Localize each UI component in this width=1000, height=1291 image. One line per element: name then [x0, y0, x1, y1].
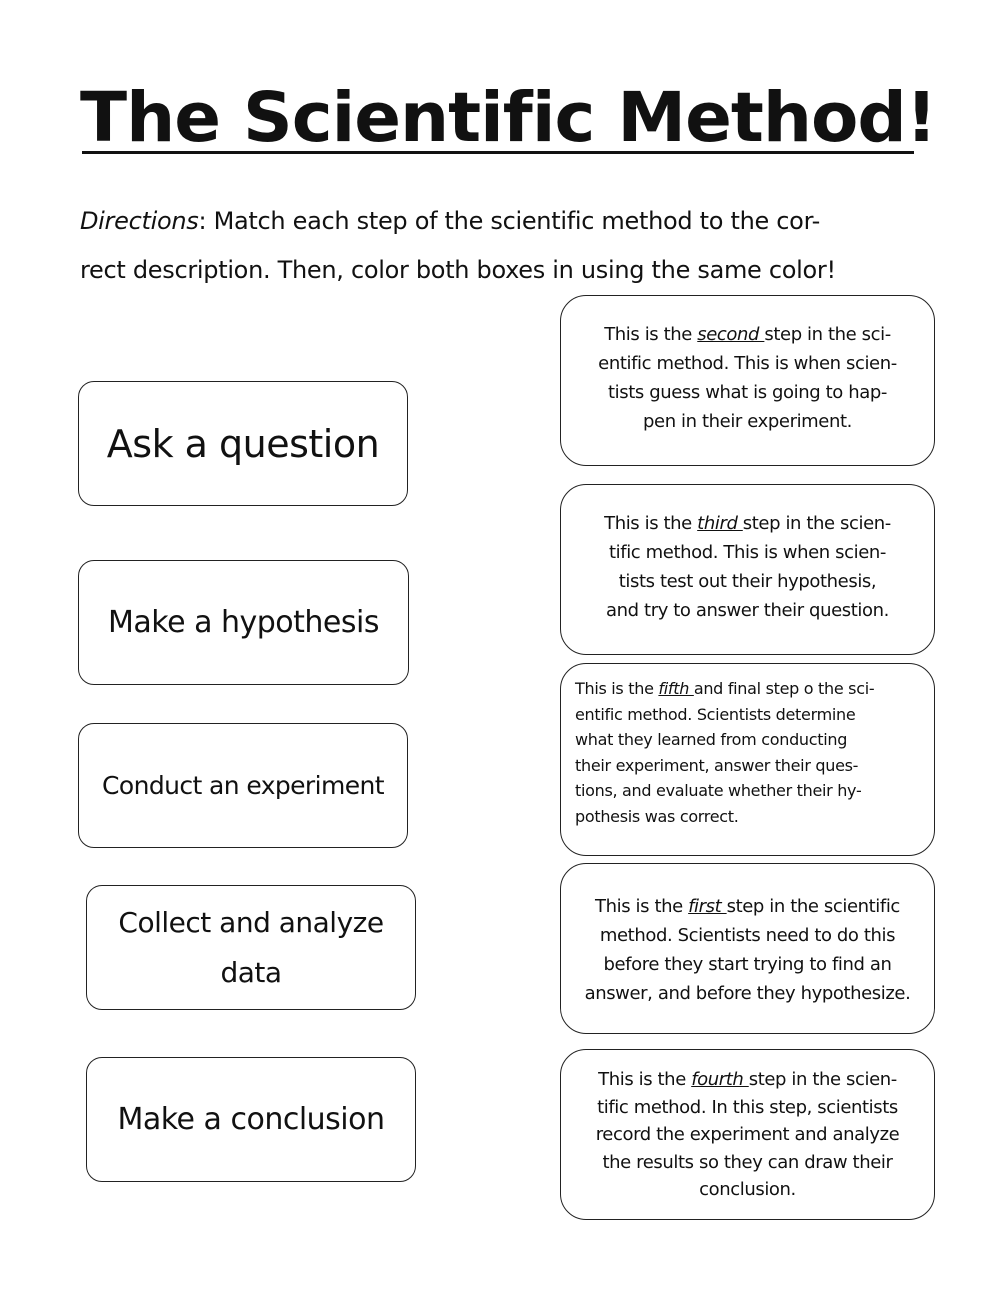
step-label-line-1: Collect and analyze — [118, 905, 384, 939]
description-box-fourth-step[interactable] — [560, 1049, 935, 1220]
description-box-first-step[interactable] — [560, 863, 935, 1034]
step-ordinal: first — [688, 896, 727, 917]
description-line: what they learned from conducting — [575, 730, 848, 749]
page-title: The Scientific Method! — [80, 78, 937, 158]
description-line: pothesis was correct. — [575, 806, 739, 826]
step-ordinal: second — [697, 324, 765, 345]
step-box-make-a-hypothesis[interactable] — [78, 560, 409, 685]
description-line-1: This is the second step in the sci- — [604, 324, 891, 345]
description-line-1: This is the third step in the scien- — [604, 513, 891, 534]
step-label: Conduct an experiment — [102, 770, 384, 800]
description-line: tists test out their hypothesis, — [618, 571, 877, 592]
directions-lead: Directions — [80, 207, 199, 235]
description-line: entific method. Scientists determine — [575, 704, 856, 724]
description-line: tions, and evaluate whether their hy- — [575, 781, 862, 800]
directions-line-1-text: : Match each step of the scientific method to the cor- — [198, 207, 820, 235]
step-box-ask-a-question[interactable] — [78, 381, 408, 506]
directions-line-2: rect description. Then, color both boxes in using the same color! — [80, 256, 836, 284]
step-label: Ask a question — [106, 421, 380, 466]
step-box-make-a-conclusion[interactable] — [86, 1057, 416, 1182]
step-ordinal: fourth — [691, 1069, 749, 1090]
description-line: entific method. This is when scien- — [598, 353, 897, 374]
description-line-1: This is the first step in the scientific — [595, 896, 900, 917]
step-box-collect-and-analyze-data[interactable] — [86, 885, 416, 1010]
description-line: the results so they can draw their — [602, 1151, 893, 1173]
description-line: answer, and before they hypothesize. — [584, 983, 911, 1004]
step-ordinal: third — [697, 513, 743, 534]
description-line: method. Scientists need to do this — [599, 925, 896, 946]
step-box-conduct-an-experiment[interactable] — [78, 723, 408, 848]
description-line: their experiment, answer their ques- — [575, 755, 859, 775]
step-label-line-2: data — [220, 955, 282, 989]
step-ordinal: fifth — [658, 679, 694, 698]
description-line: record the experiment and analyze — [595, 1124, 900, 1145]
description-line: tists guess what is going to hap- — [608, 382, 887, 403]
description-line: and try to answer their question. — [606, 600, 889, 621]
description-line: conclusion. — [699, 1179, 796, 1200]
title-underline — [82, 151, 914, 154]
description-box-fifth-step[interactable] — [560, 663, 935, 856]
directions-line-1 — [80, 197, 920, 246]
description-box-second-step[interactable] — [560, 295, 935, 466]
directions — [80, 197, 920, 295]
step-label: Make a hypothesis — [108, 604, 379, 640]
step-label: Make a conclusion — [117, 1101, 385, 1137]
description-line: tific method. In this step, scientists — [597, 1096, 898, 1118]
description-line-1: This is the fourth step in the scien- — [598, 1069, 897, 1090]
description-line: tific method. This is when scien- — [609, 542, 886, 563]
description-box-third-step[interactable] — [560, 484, 935, 655]
description-line: pen in their experiment. — [643, 411, 852, 432]
description-line: before they start trying to find an — [603, 954, 892, 975]
description-line-1: This is the fifth and final step o the sci- — [575, 679, 875, 698]
